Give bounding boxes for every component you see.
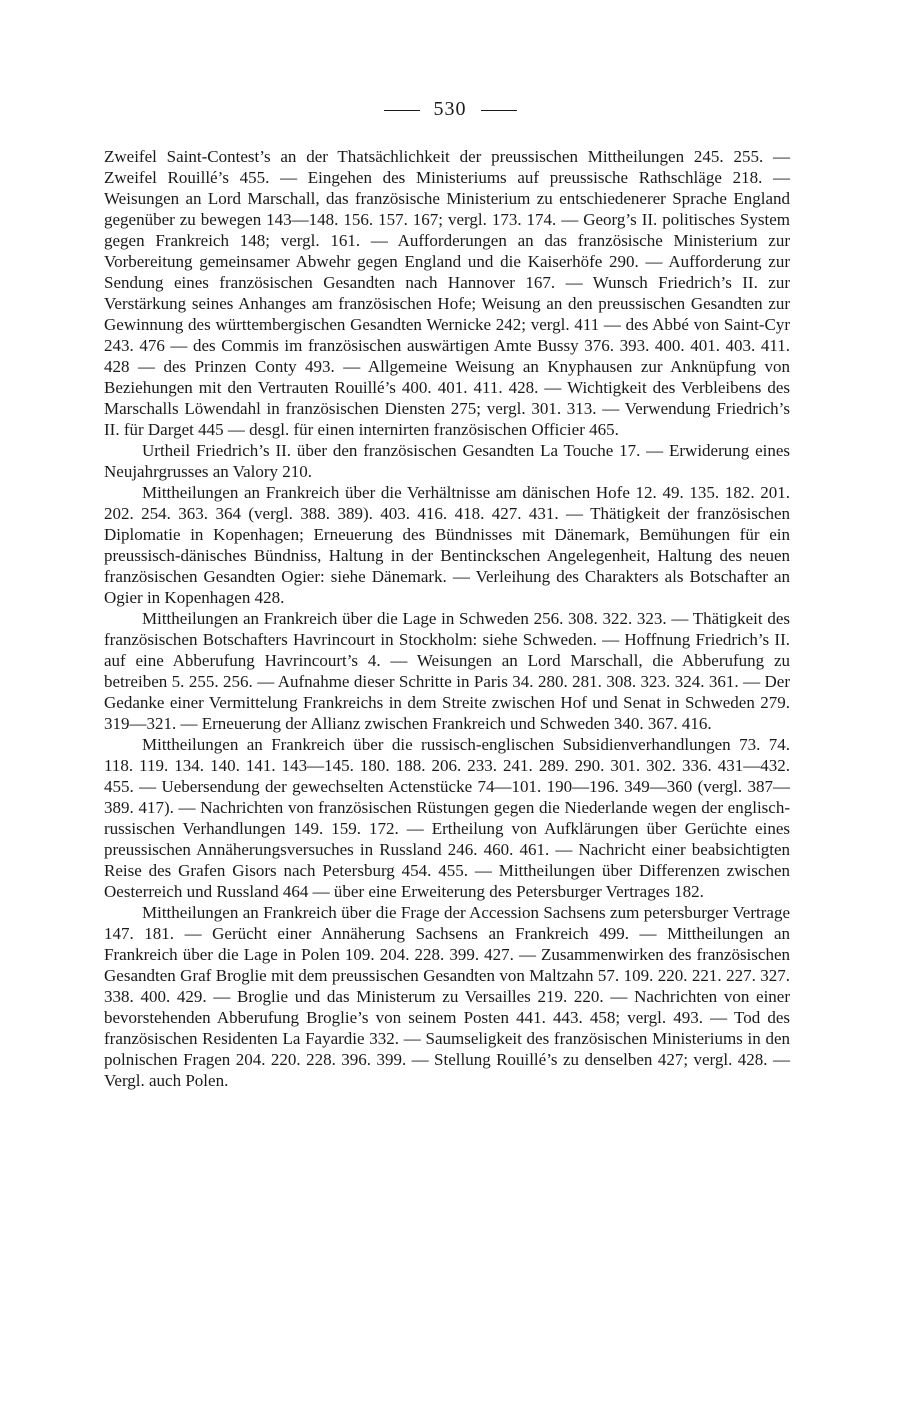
header-dash-right	[481, 110, 517, 111]
page-number: 530	[433, 98, 467, 120]
header-dash-left	[384, 110, 420, 111]
paragraph: Urtheil Friedrich’s II. über den französischen Gesandten La Touche 17. — Erwiderung eines Neujahrgrusses an Valory 210.	[104, 441, 790, 481]
paragraph: Mittheilungen an Frankreich über die Lage in Schweden 256. 308. 322. 323. — Thätigkeit des französischen Botschafters Havrincourt in Stockholm: siehe Schweden. — Hoffnung Friedrich’s II. auf eine Abberufung Havrincourt’s 4. — Weisungen an Lord Marschall, die Abberufung zu betreiben 5. 255. 256. — Aufnahme dieser Schritte in Paris 34. 280. 281. 308. 323. 324. 361. — Der Gedanke einer Vermittelung Frankreichs in dem Streite zwischen Hof und Senat in Schweden 279. 319—321. — Erneuerung der Allianz zwischen Frankreich und Schweden 340. 367. 416.	[104, 609, 790, 733]
paragraph: Zweifel Saint-Contest’s an der Thatsächlichkeit der preussischen Mittheilungen 245. 255. — Zweifel Rouillé’s 455. — Eingehen des Ministeriums auf preussische Rathschläge 218. — Weisungen an Lord Marschall, das französische Ministerium zu entschiedenerer Sprache England gegenüber zu bewegen 143—148. 156. 157. 167; vergl. 173. 174. — Georg’s II. politisches System gegen Frankreich 148; vergl. 161. — Aufforderungen an das französische Ministerium zur Vorbereitung gemeinsamer Abwehr gegen England und die Kaiserhöfe 290. — Aufforderung zur Sendung eines französischen Gesandten nach Hannover 167. — Wunsch Friedrich’s II. zur Verstärkung seines Anhanges am französischen Hofe; Weisung an den preussischen Gesandten zur Gewinnung des württembergischen Gesandten Wernicke 242; vergl. 411 — des Abbé von Saint-Cyr 243. 476 — des Commis im französischen auswärtigen Amte Bussy 376. 393. 400. 401. 403. 411. 428 — des Prinzen Conty 493. — Allgemeine Weisung an Knyphausen zur Anknüpfung von Beziehungen mit den Vertrauten Rouillé’s 400. 401. 411. 428. — Wichtigkeit des Verbleibens des Marschalls Löwendahl in französischen Diensten 275; vergl. 301. 313. — Verwendung Friedrich’s II. für Darget 445 — desgl. für einen internirten französischen Officier 465.	[104, 147, 790, 439]
paragraph: Mittheilungen an Frankreich über die Verhältnisse am dänischen Hofe 12. 49. 135. 182. 201. 202. 254. 363. 364 (vergl. 388. 389). 403. 416. 418. 427. 431. — Thätigkeit der französischen Diplomatie in Kopenhagen; Erneuerung des Bündnisses mit Dänemark, Bemühungen für ein preussisch-dänisches Bündniss, Haltung in der Bentinckschen Angelegenheit, Haltung des neuen französischen Gesandten Ogier: siehe Dänemark. — Verleihung des Charakters als Botschafter an Ogier in Kopenhagen 428.	[104, 483, 790, 607]
body-text	[104, 146, 790, 1091]
paragraph: Mittheilungen an Frankreich über die russisch-englischen Subsidienverhandlungen 73. 74. 118. 119. 134. 140. 141. 143—145. 180. 188. 206. 233. 241. 289. 290. 301. 302. 336. 431—432. 455. — Uebersendung der gewechselten Actenstücke 74—101. 190—196. 349—360 (vergl. 387—389. 417). — Nachrichten von französischen Rüstungen gegen die Niederlande wegen der englisch-russischen Verhandlungen 149. 159. 172. — Ertheilung von Aufklärungen über Gerüchte eines preussischen Annäherungsversuches in Russland 246. 460. 461. — Nachricht einer beabsichtigten Reise des Grafen Gisors nach Petersburg 454. 455. — Mittheilungen über Differenzen zwischen Oesterreich und Russland 464 — über eine Erweiterung des Petersburger Vertrages 182.	[104, 735, 790, 901]
paragraph: Mittheilungen an Frankreich über die Frage der Accession Sachsens zum petersburger Vertrage 147. 181. — Gerücht einer Annäherung Sachsens an Frankreich 499. — Mittheilungen an Frankreich über die Lage in Polen 109. 204. 228. 399. 427. — Zusammenwirken des französischen Gesandten Graf Broglie mit dem preussischen Gesandten von Maltzahn 57. 109. 220. 221. 227. 327. 338. 400. 429. — Broglie und das Ministerum zu Versailles 219. 220. — Nachrichten von einer bevorstehenden Abberufung Broglie’s von seinem Posten 441. 443. 458; vergl. 493. — Tod des französischen Residenten La Fayardie 332. — Saumseligkeit des französischen Ministeriums in den polnischen Fragen 204. 220. 228. 396. 399. — Stellung Rouillé’s zu denselben 427; vergl. 428. — Vergl. auch Polen.	[104, 903, 790, 1090]
page-header	[0, 96, 900, 122]
